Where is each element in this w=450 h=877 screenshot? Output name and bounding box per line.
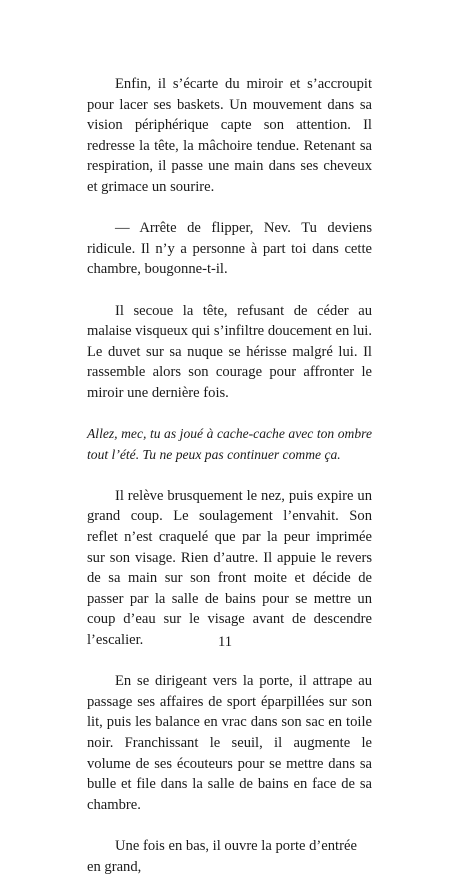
page-number: 11 (217, 634, 233, 650)
paragraph-2-dialogue: — Arrête de flipper, Nev. Tu deviens ridicule. Il n’y a personne à part toi dans cette chambre, bougonne-t-il. (87, 220, 372, 278)
paragraph-3: Il secoue la tête, refusant de céder au malaise visqueux qui s’infiltre doucement en lui. Le duvet sur sa nuque se hérisse malgré lui. Il rassemble alors son courage pour affronter le miroir une dernière fois. (87, 302, 372, 401)
body-text (87, 74, 372, 877)
paragraph-4-inner-thought: Allez, mec, tu as joué à cache-cache avec ton ombre tout l’été. Tu ne peux pas continuer comme ça. (87, 426, 372, 462)
paragraph-5: Il relève brusquement le nez, puis expire un grand coup. Le soulagement l’envahit. Son reflet n’est craquelé que par la peur imprimée sur son visage. Rien d’autre. Il appuie le revers de sa main sur son front moite et décide de passer par la salle de bains pour se mettre un coup d’eau sur le visage avant de descendre l’escalier. (87, 487, 372, 649)
paragraph-1: Enfin, il s’écarte du miroir et s’accroupit pour lacer ses baskets. Un mouvement dans sa vision périphérique capte son attention. Il redresse la tête, la mâchoire tendue. Retenant sa respiration, il passe une main dans ses cheveux et grimace un sourire. (87, 76, 372, 195)
paragraph-7: Une fois en bas, il ouvre la porte d’entrée en grand, (87, 837, 357, 875)
paragraph-6: En se dirigeant vers la porte, il attrape au passage ses affaires de sport éparpillées sur son lit, puis les balance en vrac dans son sac en toile noir. Franchissant le seuil, il augmente le volume de ses écouteurs pour se mettre dans sa bulle et file dans la salle de bains en face de sa chambre. (87, 673, 372, 813)
